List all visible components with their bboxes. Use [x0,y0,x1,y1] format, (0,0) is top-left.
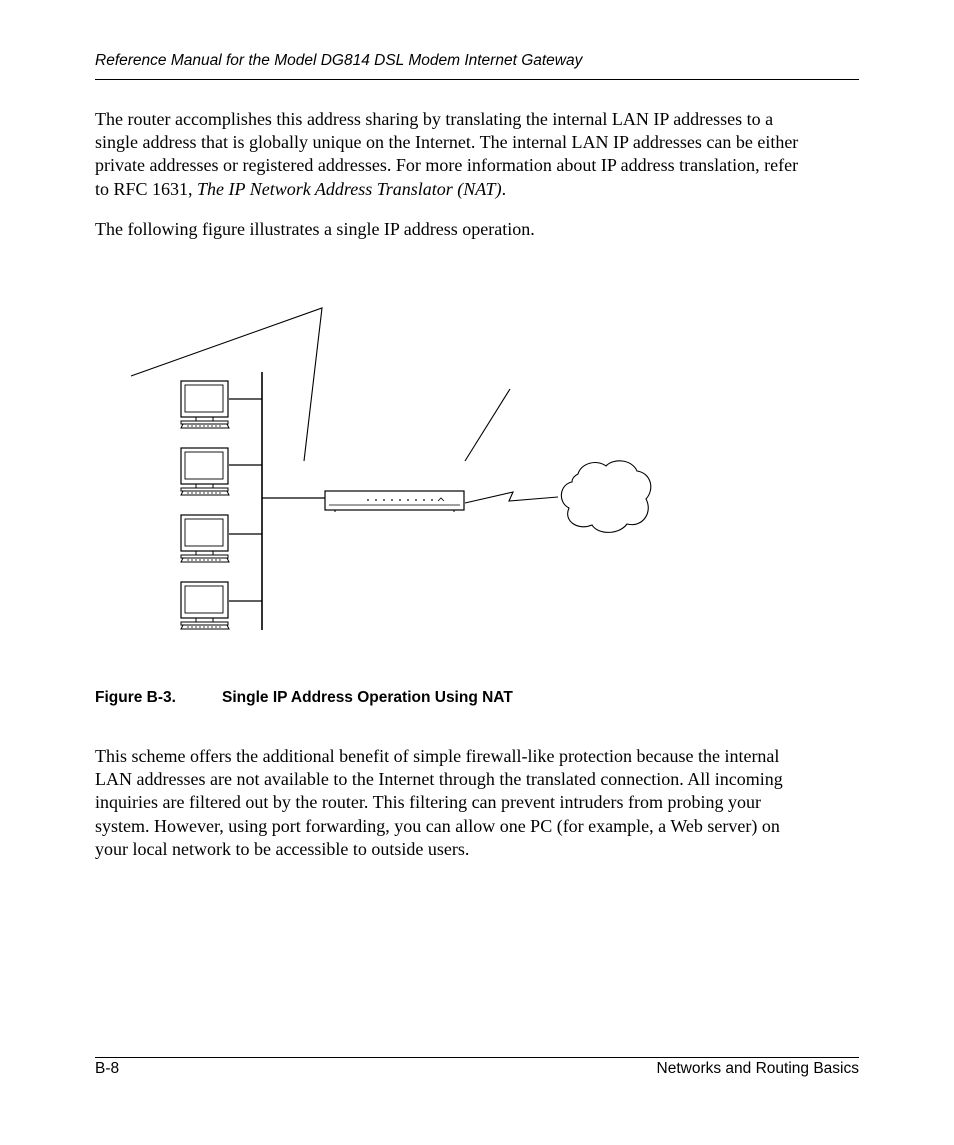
internet-cloud-icon [561,461,650,533]
paragraph-line: your local network to be accessible to outside users. [95,838,470,859]
paragraph-line: single address that is globally unique on the Internet. The internal LAN IP addresses can be either [95,132,799,153]
paragraph-line: The following figure illustrates a single IP address operation. [95,219,535,239]
wan-link [465,492,558,503]
paragraph-line: The router accomplishes this address sharing by translating the internal LAN IP addresses to a [95,109,774,129]
computer-icon [181,381,229,428]
paragraph-line: private addresses or registered addresses. For more information about IP address translation, refer [95,155,799,176]
figure-caption [95,689,513,707]
figure-number: Figure B-3. [95,689,176,706]
paragraph-line: This scheme offers the additional benefit of simple firewall-like protection because the internal [95,746,780,766]
router-icon [325,491,464,512]
computer-icon [181,582,229,629]
computer-icon [181,515,229,562]
paragraph-line: inquiries are filtered out by the router. This filtering can prevent intruders from probing your [95,792,761,813]
computer-icon [181,448,229,495]
running-header: Reference Manual for the Model DG814 DSL Modem Internet Gateway [95,52,583,69]
rfc-suffix: . [501,178,507,199]
callout-line-wan [465,389,510,461]
rfc-title: The IP Network Address Translator (NAT) [197,178,502,199]
footer-rule [95,1057,859,1058]
page-number: B-8 [95,1060,120,1077]
figure-title: Single IP Address Operation Using NAT [222,689,513,706]
rfc-prefix: to RFC 1631, [95,178,198,199]
paragraph-line: system. However, using port forwarding, you can allow one PC (for example, a Web server) on [95,815,780,836]
paragraph-firewall-benefit [95,745,865,861]
paragraph-line: LAN addresses are not available to the Internet through the translated connection. All incoming [95,769,783,790]
footer-section-title: Networks and Routing Basics [656,1060,859,1077]
